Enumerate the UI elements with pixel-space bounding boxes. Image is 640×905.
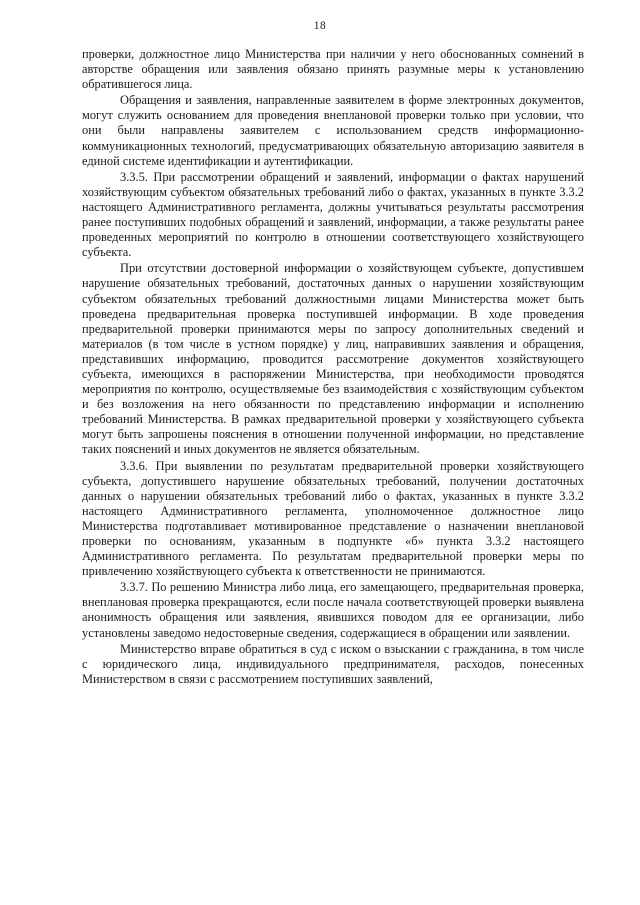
paragraph-electronic-documents: Обращения и заявления, направленные заявителем в форме электронных документов, могут служить основанием для проведения внеплановой проверки только при условии, что они были направлены заявителем с использованием средств информационно-коммуникационных технологий, предусматривающих обязательную авторизацию заявителя в единой системе идентификации и аутентификации. (82, 93, 584, 168)
paragraph-3-3-6: 3.3.6. При выявлении по результатам предварительной проверки хозяйствующего субъекта, допустившего нарушение обязательных требований, получении достаточных данных о нарушении обязательных требований либо о фактах, указанных в пункте 3.3.2 настоящего Административного регламента, уполномоченное должностное лицо Министерства подготавливает мотивированное представление о назначении внеплановой проверки по основаниям, указанным в подпункте «б» пункта 3.3.2 настоящего Административного регламента. По результатам предварительной проверки меры по привлечению хозяйствующего субъекта к ответственности не принимаются. (82, 458, 584, 579)
paragraph-preliminary-check: При отсутствии достоверной информации о хозяйствующем субъекте, допустившем нарушение обязательных требований, достаточных данных о нарушении хозяйствующим субъектом обязательных требований должностными лицами Министерства может быть проведена предварительная проверка поступившей информации. В ходе проведения предварительной проверки принимаются меры по запросу дополнительных сведений и материалов (в том числе в устном порядке) у лиц, направивших заявления и обращения, представивших информацию, проводится рассмотрение документов хозяйствующего субъекта, имеющихся в распоряжении Министерства, при необходимости проводятся мероприятия по контролю, осуществляемые без взаимодействия с хозяйствующим субъектом и без возложения на него обязанности по представлению информации и исполнению требований Министерства. В рамках предварительной проверки у хозяйствующего субъекта могут быть запрошены пояснения в отношении полученной информации, но представление таких пояснений и иных документов не является обязательным. (82, 261, 584, 457)
paragraph-3-3-5: 3.3.5. При рассмотрении обращений и заявлений, информации о фактах нарушений хозяйствующим субъектом обязательных требований либо о фактах, указанных в пункте 3.3.2 настоящего Административного регламента, должны учитываться результаты рассмотрения ранее поступивших подобных обращений и заявлений, информации, а также результаты ранее проведенных мероприятий по контролю в отношении соответствующего хозяйствующего субъекта. (82, 169, 584, 260)
document-body (82, 47, 584, 688)
page-number: 18 (313, 20, 327, 32)
paragraph-continuation: проверки, должностное лицо Министерства при наличии у него обоснованных сомнений в авторстве обращения или заявления обязано принять разумные меры к установлению обратившегося лица. (82, 47, 584, 92)
paragraph-3-3-7: 3.3.7. По решению Министра либо лица, его замещающего, предварительная проверка, внеплановая проверка прекращаются, если после начала соответствующей проверки выявлена анонимность обращения или заявления, явившихся поводом для ее организации, либо установлены заведомо недостоверные сведения, содержащиеся в обращении или заявлении. (82, 580, 584, 640)
paragraph-court-claim: Министерство вправе обратиться в суд с иском о взыскании с гражданина, в том числе с юридического лица, индивидуального предпринимателя, расходов, понесенных Министерством в связи с рассмотрением поступивших заявлений, (82, 641, 584, 686)
